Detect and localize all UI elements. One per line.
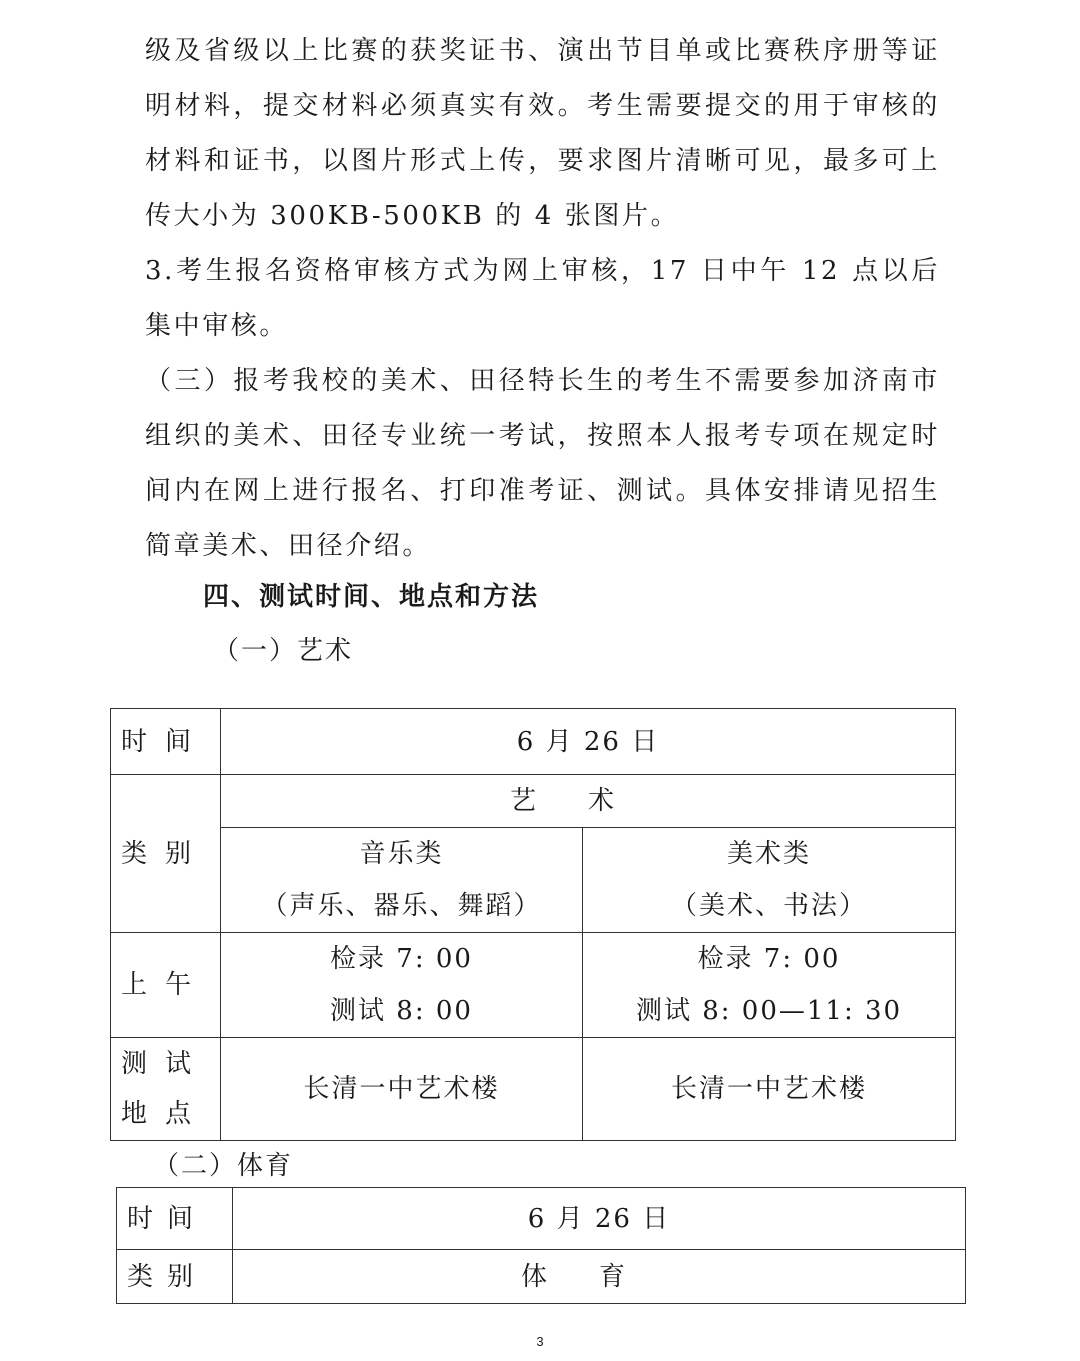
fineart-category-title: 美术类: [727, 839, 812, 869]
location-label-line2: 地点: [121, 1099, 210, 1129]
music-location: 长清一中艺术楼: [221, 1038, 583, 1141]
category-label: 类别: [111, 775, 221, 933]
page-number: 3: [536, 1334, 544, 1349]
sports-time-value: 6 月 26 日: [233, 1188, 966, 1250]
sports-schedule-table: [116, 1187, 966, 1304]
music-category-cell: [221, 828, 583, 933]
paragraph-review-method: 3.考生报名资格审核方式为网上审核，17 日中午 12 点以后集中审核。: [145, 256, 940, 341]
music-schedule-cell: [221, 933, 583, 1038]
music-category-title: 音乐类: [359, 839, 444, 869]
fineart-checkin-time: 检录 7: 00: [697, 944, 841, 974]
sports-category-value: 体育: [233, 1250, 966, 1304]
section-heading-test-schedule: 四、测试时间、地点和方法: [203, 582, 540, 612]
location-label-cell: [111, 1038, 221, 1141]
subsection-art: （一）艺术: [213, 636, 354, 666]
sports-time-label: 时间: [117, 1188, 233, 1250]
fineart-location: 长清一中艺术楼: [583, 1038, 956, 1141]
paragraph-art-athletics-note: （三）报考我校的美术、田径特长生的考生不需要参加济南市组织的美术、田径专业统一考试，按照本人报考专项在规定时间内在网上进行报名、打印准考证、测试。具体安排请见招生简章美术、田径介绍。: [145, 366, 940, 561]
location-label-line1: 测试: [121, 1049, 210, 1079]
fineart-category-subtitle: （美术、书法）: [671, 891, 868, 921]
paragraph-submission-materials: 级及省级以上比赛的获奖证书、演出节目单或比赛秩序册等证明材料，提交材料必须真实有效。考生需要提交的用于审核的材料和证书，以图片形式上传，要求图片清晰可见，最多可上传大小为 300KB-500KB 的 4 张图片。: [145, 36, 940, 231]
music-category-subtitle: （声乐、器乐、舞蹈）: [261, 891, 542, 921]
category-group-art: 艺术: [221, 775, 956, 828]
morning-label: 上午: [111, 933, 221, 1038]
art-schedule-table: [110, 708, 956, 1141]
sports-category-label: 类别: [117, 1250, 233, 1304]
time-value: 6 月 26 日: [221, 709, 956, 775]
fineart-test-time: 测试 8: 00—11: 30: [635, 996, 903, 1026]
music-checkin-time: 检录 7: 00: [330, 944, 473, 974]
music-test-time: 测试 8: 00: [330, 996, 473, 1026]
fineart-category-cell: [583, 828, 956, 933]
subsection-sports: （二）体育: [153, 1151, 294, 1181]
fineart-schedule-cell: [583, 933, 956, 1038]
time-label: 时间: [111, 709, 221, 775]
